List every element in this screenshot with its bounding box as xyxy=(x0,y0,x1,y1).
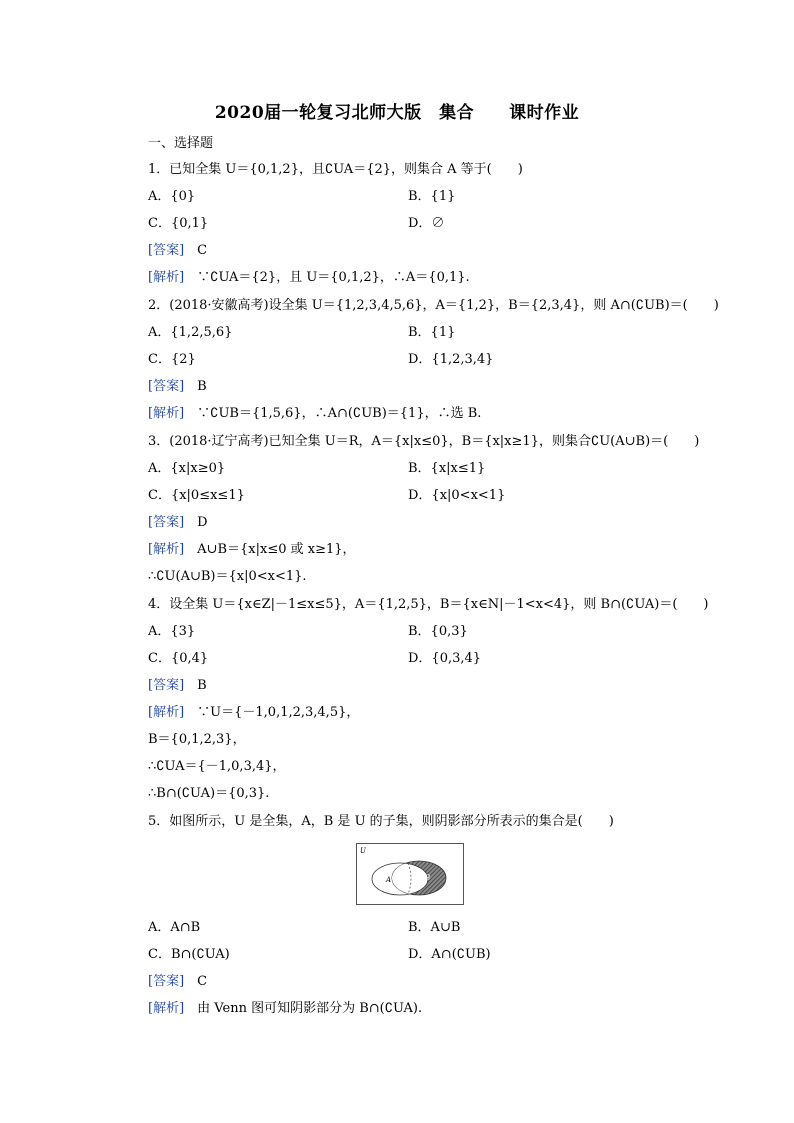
venn-label-b: B xyxy=(425,874,431,882)
q1-option-b: B．{1} xyxy=(408,189,456,204)
q4-option-b: B．{0,3} xyxy=(408,624,468,639)
answer-tag: [答案] xyxy=(148,379,185,394)
q3-answer: D xyxy=(197,515,208,530)
q2-answer-row xyxy=(148,379,207,395)
answer-tag: [答案] xyxy=(148,515,185,530)
q5-analysis-row xyxy=(148,1001,422,1017)
analysis-tag: [解析] xyxy=(148,705,185,720)
analysis-tag: [解析] xyxy=(148,1001,185,1016)
q4-option-c: C．{0,4} xyxy=(148,651,209,666)
q2-option-d: D．{1,2,3,4} xyxy=(408,352,494,367)
q5-analysis: 由 Venn 图可知阴影部分为 B∩(∁UA). xyxy=(197,1001,423,1016)
q4-analysis-line-2: B＝{0,1,2,3}， xyxy=(148,732,246,747)
q1-analysis: ∵∁UA＝{2}，且 U＝{0,1,2}，∴A＝{0,1}. xyxy=(197,270,470,285)
q5-option-c: C．B∩(∁UA) xyxy=(148,947,230,962)
q2-option-c: C．{2} xyxy=(148,352,196,367)
q3-option-b: B．{x|x≤1} xyxy=(408,461,486,476)
section-heading: 一、选择题 xyxy=(148,136,214,151)
question-2-stem: 2．(2018·安徽高考)设全集 U＝{1,2,3,4,5,6}，A＝{1,2}，B＝{2,3,4}，则 A∩(∁UB)＝( ) xyxy=(148,298,719,313)
q4-analysis-line-1: ∵U＝{－1,0,1,2,3,4,5}， xyxy=(197,705,360,720)
document-title: 2020届一轮复习北师大版 集合 课时作业 xyxy=(214,103,580,123)
q3-answer-row xyxy=(148,515,208,531)
venn-label-u: U xyxy=(360,847,366,855)
answer-tag: [答案] xyxy=(148,974,185,989)
q1-analysis-row xyxy=(148,270,470,286)
q1-answer: C xyxy=(197,243,208,258)
answer-tag: [答案] xyxy=(148,243,185,258)
q4-answer: B xyxy=(197,678,207,693)
q5-option-a: A．A∩B xyxy=(148,920,201,935)
q5-answer-row xyxy=(148,974,207,990)
answer-tag: [答案] xyxy=(148,678,185,693)
q2-analysis-row xyxy=(148,406,481,422)
q2-option-a: A．{1,2,5,6} xyxy=(148,325,233,340)
q4-option-a: A．{3} xyxy=(148,624,196,639)
q1-option-c: C．{0,1} xyxy=(148,216,209,231)
q2-analysis: ∵∁UB＝{1,5,6}，∴A∩(∁UB)＝{1}，∴选 B. xyxy=(197,406,482,421)
analysis-tag: [解析] xyxy=(148,406,185,421)
q2-option-b: B．{1} xyxy=(408,325,456,340)
venn-label-a: A xyxy=(386,876,392,884)
q3-analysis-row xyxy=(148,542,356,558)
q1-answer-row xyxy=(148,243,207,259)
q3-analysis-line-1: A∪B＝{x|x≤0 或 x≥1}， xyxy=(197,542,356,557)
question-5-stem: 5．如图所示，U 是全集，A，B 是 U 的子集，则阴影部分所表示的集合是( ) xyxy=(148,814,614,829)
analysis-tag: [解析] xyxy=(148,270,185,285)
q4-option-d: D．{0,3,4} xyxy=(408,651,482,666)
q1-option-a: A．{0} xyxy=(148,189,196,204)
q5-option-b: B．A∪B xyxy=(408,920,461,935)
question-1-stem: 1．已知全集 U＝{0,1,2}，且∁UA＝{2}，则集合 A 等于( ) xyxy=(148,162,523,177)
question-3-stem: 3．(2018·辽宁高考)已知全集 U＝R，A＝{x|x≤0}，B＝{x|x≥1}，则集合∁U(A∪B)＝( ) xyxy=(148,434,700,449)
q5-answer: C xyxy=(197,974,208,989)
q4-analysis-row xyxy=(148,705,359,721)
q3-option-d: D．{x|0<x<1} xyxy=(408,488,506,503)
q4-analysis-line-3: ∴∁UA＝{－1,0,3,4}， xyxy=(148,759,286,774)
q2-answer: B xyxy=(197,379,207,394)
q4-analysis-line-4: ∴B∩(∁UA)＝{0,3}. xyxy=(148,786,270,801)
q3-option-a: A．{x|x≥0} xyxy=(148,461,226,476)
analysis-tag: [解析] xyxy=(148,542,185,557)
q3-analysis-line-2: ∴∁U(A∪B)＝{x|0<x<1}. xyxy=(148,569,307,584)
q1-option-d: D．∅ xyxy=(408,216,445,231)
q4-answer-row xyxy=(148,678,207,694)
question-4-stem: 4．设全集 U＝{x∈Z|－1≤x≤5}，A＝{1,2,5}，B＝{x∈N|－1<x<4}，则 B∩(∁UA)＝( ) xyxy=(148,597,709,612)
venn-diagram-figure xyxy=(356,843,464,905)
q5-option-d: D．A∩(∁UB) xyxy=(408,947,491,962)
q3-option-c: C．{x|0≤x≤1} xyxy=(148,488,245,503)
